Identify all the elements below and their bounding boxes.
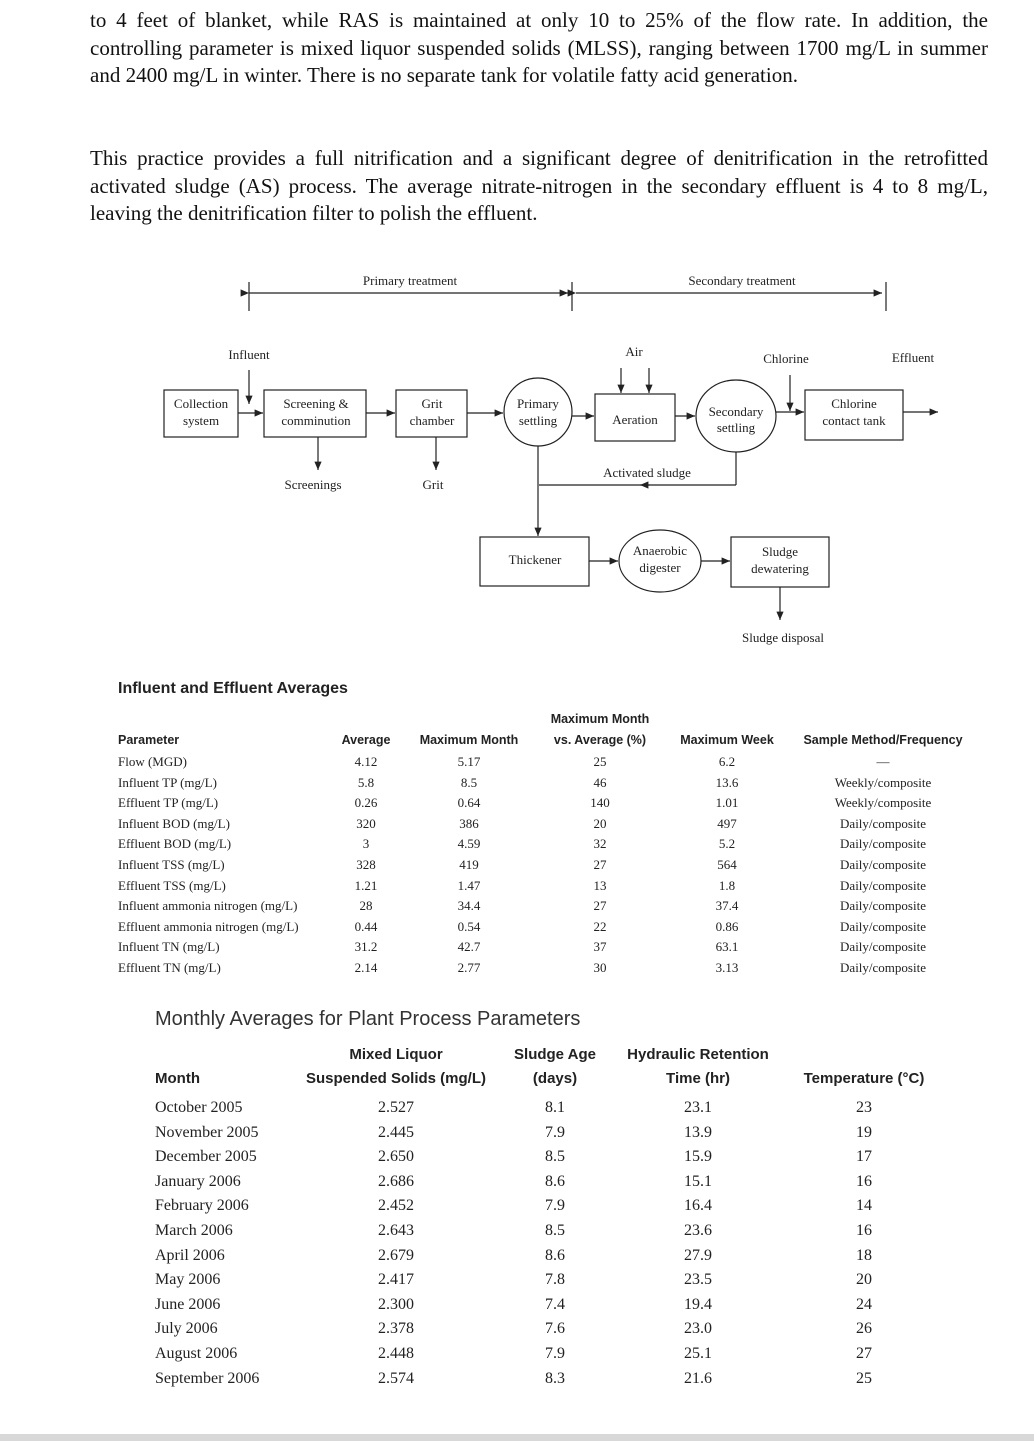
t2-header-sludge-age-line1: Sludge Age [514, 1046, 596, 1063]
t1-cell-max-vs-avg: 27 [593, 857, 607, 872]
t2-cell-sludge-age: 8.1 [545, 1099, 565, 1116]
t1-header-sample: Sample Method/Frequency [803, 733, 963, 747]
sludge-dewatering-line1: Sludge [761, 544, 799, 559]
t1-cell-parameter: Influent TP (mg/L) [118, 774, 217, 790]
t1-cell-sample-method: Weekly/composite [834, 774, 932, 790]
table2-title: Monthly Averages for Plant Process Parameters [155, 1008, 581, 1030]
t1-cell-max-week: 3.13 [715, 960, 739, 975]
primary-settling-line2: settling [518, 413, 558, 428]
t1-cell-max-week: 1.8 [718, 877, 736, 893]
grit-chamber-line1: Grit [421, 396, 443, 411]
t2-cell-sludge-age: 7.9 [545, 1123, 565, 1141]
t1-cell-sample-method: Daily/composite [840, 898, 926, 914]
t1-cell-parameter: Effluent TSS (mg/L) [118, 877, 226, 893]
t2-header-hrt-line1: Hydraulic Retention [627, 1046, 769, 1063]
t1-cell-sample-method: Daily/composite [840, 960, 926, 975]
t1-cell-max-week: 1.01 [715, 795, 739, 811]
t2-cell-mlss: 2.574 [378, 1369, 414, 1387]
t1-cell-parameter: Influent BOD (mg/L) [118, 815, 230, 831]
sludge-disposal-label: Sludge disposal [742, 630, 824, 645]
t1-cell-max-vs-avg: 20 [593, 815, 607, 831]
t2-cell-hrt: 16.4 [684, 1197, 712, 1215]
t1-cell-sample-method: — [876, 754, 890, 769]
t2-cell-sludge-age: 7.9 [545, 1345, 565, 1362]
t2-cell-hrt: 27.9 [684, 1246, 712, 1264]
t1-cell-max-month: 2.77 [457, 960, 481, 975]
t2-cell-temperature: 20 [856, 1271, 872, 1289]
t1-cell-max-week: 13.6 [715, 774, 739, 790]
sludge-dewatering-line2: dewatering [751, 561, 809, 576]
collection-system-line1: Collection [173, 396, 229, 411]
t1-cell-average: 320 [356, 815, 376, 831]
t2-cell-hrt: 15.9 [684, 1148, 712, 1166]
t2-cell-month: February 2006 [155, 1197, 249, 1215]
t1-cell-max-week: 497 [717, 815, 737, 831]
activated-sludge-label: Activated sludge [603, 465, 691, 480]
aeration-label: Aeration [612, 412, 658, 427]
t2-header-mlss-line1: Mixed Liquor [349, 1046, 443, 1063]
t2-cell-mlss: 2.445 [378, 1123, 414, 1141]
t1-cell-sample-method: Daily/composite [840, 857, 926, 872]
effluent-label: Effluent [891, 350, 935, 365]
t2-cell-sludge-age: 8.5 [545, 1222, 565, 1239]
collection-system-line2: system [182, 413, 220, 428]
screening-line1: Screening & [283, 396, 349, 411]
t2-cell-hrt: 23.0 [684, 1320, 712, 1338]
t1-cell-sample-method: Daily/composite [840, 836, 926, 852]
paragraph-2: This practice provides a full nitrification and a significant degree of denitrification in the retrofitted activated sludge (AS) process. The average nitrate-nitrogen in the secondary effluent is 4 to 8 mg/L, leaving the denitrification filter to polish the effluent. [90, 146, 988, 225]
t2-cell-mlss: 2.417 [378, 1271, 414, 1289]
t2-cell-mlss: 2.300 [378, 1295, 414, 1313]
t2-cell-temperature: 25 [856, 1369, 872, 1387]
grit-label: Grit [422, 477, 444, 492]
t2-cell-mlss: 2.643 [378, 1222, 414, 1239]
table1-title: Influent and Effluent Averages [118, 680, 348, 697]
t2-header-temperature: Temperature (°C) [803, 1070, 925, 1087]
influent-label: Influent [228, 347, 270, 362]
t2-cell-temperature: 18 [856, 1246, 872, 1264]
t1-cell-average: 328 [356, 857, 376, 872]
grit-chamber-line2: chamber [409, 413, 455, 428]
t1-cell-max-vs-avg: 37 [593, 939, 607, 955]
secondary-settling-line2: settling [716, 420, 756, 435]
t2-cell-temperature: 17 [856, 1148, 872, 1166]
t1-cell-sample-method: Weekly/composite [834, 795, 932, 811]
t1-cell-max-vs-avg: 140 [590, 795, 610, 811]
t2-cell-temperature: 26 [856, 1320, 872, 1338]
t2-cell-temperature: 14 [856, 1197, 872, 1215]
t1-cell-parameter: Flow (MGD) [118, 754, 187, 769]
t1-cell-average: 0.44 [354, 918, 378, 934]
t1-cell-sample-method: Daily/composite [840, 918, 926, 934]
t1-cell-max-month: 419 [459, 857, 479, 872]
t1-cell-max-week: 0.86 [715, 918, 739, 934]
t2-cell-sludge-age: 8.3 [545, 1369, 565, 1387]
t2-cell-temperature: 24 [856, 1295, 872, 1313]
t2-cell-month: November 2005 [155, 1123, 259, 1141]
t2-header-month: Month [155, 1070, 200, 1087]
t1-cell-max-vs-avg: 25 [593, 754, 607, 769]
t1-cell-max-week: 6.2 [718, 754, 736, 769]
t2-cell-month: May 2006 [155, 1271, 221, 1289]
t2-cell-mlss: 2.452 [378, 1197, 414, 1215]
t2-cell-sludge-age: 7.9 [545, 1197, 565, 1215]
t2-cell-temperature: 16 [856, 1172, 872, 1190]
t2-cell-mlss: 2.650 [378, 1148, 414, 1166]
t1-cell-max-vs-avg: 30 [593, 960, 607, 975]
t2-cell-month: September 2006 [155, 1369, 260, 1387]
t1-cell-max-week: 564 [717, 857, 737, 872]
t2-cell-sludge-age: 8.5 [545, 1148, 565, 1166]
t2-cell-month: October 2005 [155, 1099, 243, 1116]
t1-cell-average: 28 [359, 898, 373, 914]
t1-cell-max-month: 0.64 [457, 795, 481, 811]
anaerobic-digester-line1: Anaerobic [632, 543, 688, 558]
t2-cell-hrt: 19.4 [684, 1295, 712, 1313]
t1-cell-max-vs-avg: 27 [593, 898, 607, 914]
t1-cell-max-week: 63.1 [715, 939, 739, 955]
t1-cell-average: 3 [362, 836, 370, 852]
primary-treatment-label: Primary treatment [362, 273, 458, 288]
t2-cell-temperature: 16 [856, 1222, 872, 1239]
t2-cell-hrt: 21.6 [684, 1369, 712, 1387]
t1-header-max-vs-avg-line2: vs. Average (%) [553, 733, 647, 747]
t1-cell-parameter: Influent TN (mg/L) [118, 939, 220, 955]
anaerobic-digester-line2: digester [639, 560, 681, 575]
t2-cell-mlss: 2.378 [378, 1320, 414, 1338]
t2-cell-mlss: 2.527 [378, 1099, 414, 1116]
chlorine-contact-line1: Chlorine [831, 396, 877, 411]
t1-cell-max-month: 4.59 [457, 836, 481, 852]
screening-line2: comminution [281, 413, 351, 428]
t1-cell-parameter: Effluent TN (mg/L) [118, 960, 221, 975]
t2-cell-hrt: 23.6 [684, 1222, 712, 1239]
t2-cell-month: August 2006 [155, 1345, 238, 1362]
t1-cell-parameter: Influent TSS (mg/L) [118, 857, 225, 872]
t1-cell-average: 31.2 [354, 939, 378, 955]
t1-cell-parameter: Influent ammonia nitrogen (mg/L) [118, 898, 298, 914]
t2-header-mlss-line2: Suspended Solids (mg/L) [305, 1070, 487, 1087]
t1-cell-max-month: 5.17 [457, 754, 481, 769]
t1-header-max-vs-avg-line1: Maximum Month [550, 712, 650, 726]
t2-cell-sludge-age: 8.6 [545, 1172, 565, 1190]
t2-cell-mlss: 2.448 [378, 1345, 414, 1362]
t2-cell-month: June 2006 [155, 1295, 221, 1313]
t2-cell-temperature: 27 [856, 1345, 872, 1362]
t1-header-average: Average [341, 733, 391, 747]
t1-cell-max-week: 37.4 [715, 898, 739, 914]
t1-cell-sample-method: Daily/composite [840, 815, 926, 831]
chlorine-label: Chlorine [763, 351, 809, 366]
paragraph-1: to 4 feet of blanket, while RAS is maintained at only 10 to 25% of the flow rate. In addition, the controlling parameter is mixed liquor suspended solids (MLSS), ranging between 1700 mg/L in summer and 2400 mg/L in winter. There is no separate tank for volatile fatty acid generation. [90, 8, 988, 87]
t1-cell-max-month: 386 [459, 815, 479, 831]
t2-cell-hrt: 25.1 [684, 1345, 712, 1362]
t1-cell-parameter: Effluent ammonia nitrogen (mg/L) [118, 918, 299, 934]
primary-settling-line1: Primary [517, 396, 559, 411]
t1-cell-max-month: 34.4 [457, 898, 481, 914]
t2-cell-month: July 2006 [155, 1320, 218, 1338]
secondary-treatment-label: Secondary treatment [688, 273, 796, 288]
page-bottom-edge [0, 1434, 1034, 1441]
t1-cell-max-month: 1.47 [457, 877, 481, 893]
screenings-label: Screenings [284, 477, 342, 492]
t1-cell-max-month: 8.5 [460, 774, 478, 790]
t2-header-hrt-line2: Time (hr) [666, 1070, 730, 1087]
t1-cell-max-week: 5.2 [718, 836, 736, 852]
t2-cell-hrt: 15.1 [684, 1172, 712, 1190]
thickener-label: Thickener [508, 552, 562, 567]
t2-cell-sludge-age: 7.4 [545, 1295, 565, 1313]
t1-cell-max-month: 0.54 [457, 918, 481, 934]
t1-cell-average: 2.14 [354, 960, 378, 975]
process-flow-diagram [0, 0, 1034, 680]
t1-cell-average: 1.21 [354, 877, 378, 893]
t1-header-max-month: Maximum Month [419, 733, 519, 747]
t1-cell-max-month: 42.7 [457, 939, 481, 955]
t1-cell-sample-method: Daily/composite [840, 939, 926, 955]
t2-cell-sludge-age: 8.6 [545, 1246, 565, 1264]
t1-cell-max-vs-avg: 32 [593, 836, 607, 852]
t1-cell-average: 4.12 [354, 754, 378, 769]
t2-cell-temperature: 19 [856, 1123, 872, 1141]
t1-cell-average: 5.8 [357, 774, 375, 790]
t2-cell-month: January 2006 [155, 1172, 241, 1190]
t2-cell-month: April 2006 [155, 1246, 225, 1264]
t2-cell-sludge-age: 7.6 [545, 1320, 565, 1338]
t1-cell-parameter: Effluent TP (mg/L) [118, 795, 219, 811]
t1-cell-parameter: Effluent BOD (mg/L) [118, 836, 232, 852]
t2-cell-sludge-age: 7.8 [545, 1271, 565, 1289]
t1-header-max-week: Maximum Week [680, 733, 774, 747]
t2-cell-month: December 2005 [155, 1148, 257, 1166]
t2-cell-hrt: 13.9 [684, 1123, 712, 1141]
t2-header-sludge-age-line2: (days) [532, 1070, 578, 1087]
t1-cell-max-vs-avg: 22 [593, 918, 607, 934]
t1-cell-max-vs-avg: 46 [593, 774, 607, 790]
t2-cell-hrt: 23.5 [684, 1271, 712, 1289]
t1-cell-max-vs-avg: 13 [593, 877, 607, 893]
t2-cell-mlss: 2.686 [378, 1172, 414, 1190]
air-label: Air [625, 344, 643, 359]
t2-cell-hrt: 23.1 [684, 1099, 712, 1116]
t2-cell-temperature: 23 [856, 1099, 872, 1116]
chlorine-contact-line2: contact tank [822, 413, 886, 428]
t1-cell-average: 0.26 [354, 795, 378, 811]
t2-cell-mlss: 2.679 [378, 1246, 414, 1264]
t1-cell-sample-method: Daily/composite [840, 877, 926, 893]
t2-cell-month: March 2006 [155, 1222, 233, 1239]
t1-header-parameter: Parameter [118, 733, 180, 747]
secondary-settling-line1: Secondary [708, 404, 764, 419]
